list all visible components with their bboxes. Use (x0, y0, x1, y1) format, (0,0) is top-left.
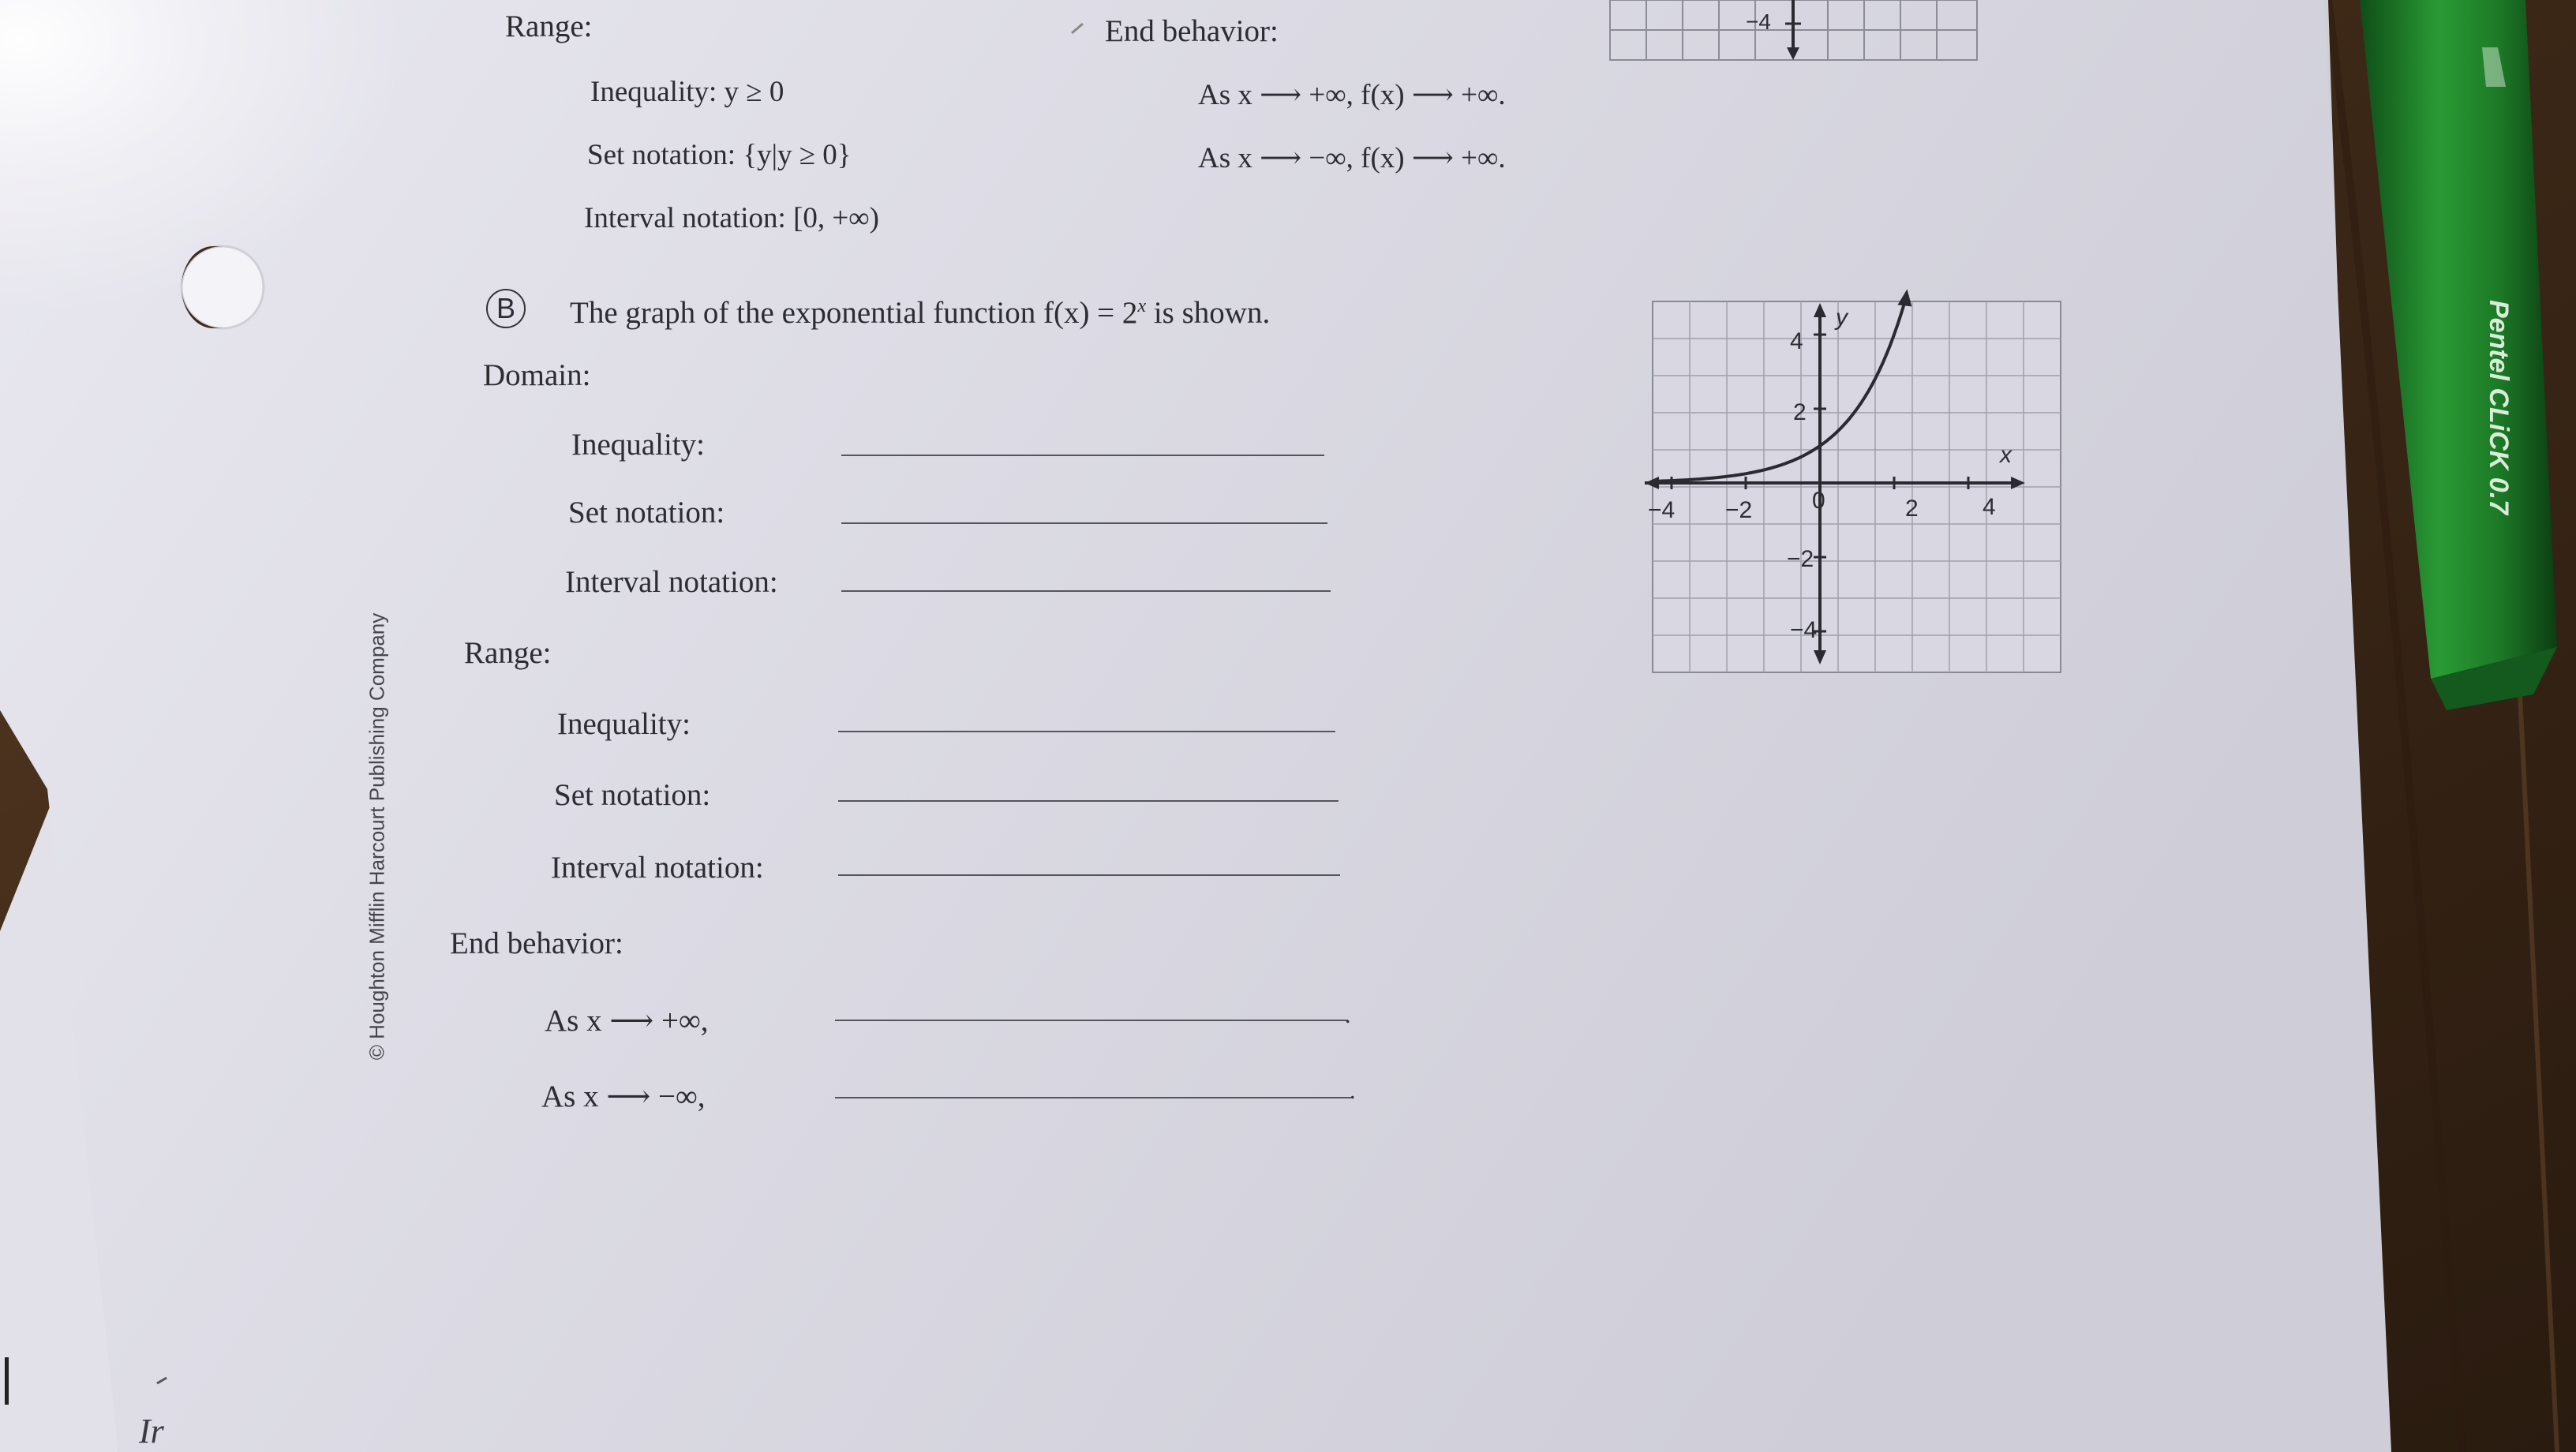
end-behavior-negative-label: As x ⟶ −∞, (541, 1080, 706, 1113)
prompt-exponent: x (1137, 296, 1147, 316)
y-tick-label: −4 (1790, 617, 1818, 643)
top-range-inequality: Inequality: y ≥ 0 (590, 76, 784, 108)
top-end-behavior-heading: End behavior: (1105, 14, 1279, 48)
end-behavior-heading: End behavior: (450, 926, 623, 960)
range-interval-notation-label: Interval notation: (551, 851, 764, 885)
range-inequality-blank[interactable] (838, 731, 1335, 732)
partial-graph-tick-label: −4 (1746, 9, 1771, 34)
domain-heading: Domain: (483, 358, 591, 392)
range-inequality-label: Inequality: (557, 707, 691, 741)
x-tick-label: −2 (1725, 497, 1753, 523)
y-axis-label: y (1836, 305, 1848, 331)
top-range-interval-notation: Interval notation: [0, +∞) (584, 202, 879, 234)
paper-edge-mark (5, 1357, 9, 1405)
copyright-notice: © Houghton Mifflin Harcourt Publishing Company (365, 612, 389, 1061)
top-end-behavior-negative: As x ⟶ −∞, f(x) ⟶ +∞. (1198, 142, 1506, 174)
domain-interval-notation-label: Interval notation: (565, 565, 778, 599)
y-tick-label: 2 (1793, 399, 1807, 425)
y-tick-label: 4 (1790, 328, 1803, 354)
y-tick-label: −2 (1787, 546, 1814, 572)
part-b-prompt (570, 297, 1270, 328)
domain-interval-notation-blank[interactable] (841, 590, 1331, 592)
svg-text:Pentel CLiCK 0.7: Pentel CLiCK 0.7 (2484, 300, 2514, 515)
domain-set-notation-blank[interactable] (841, 522, 1327, 524)
punch-hole (182, 246, 264, 328)
range-set-notation-label: Set notation: (554, 778, 711, 812)
range-interval-notation-blank[interactable] (838, 874, 1340, 876)
x-tick-label: 4 (1983, 494, 1996, 520)
domain-inequality-blank[interactable] (841, 455, 1324, 456)
range-set-notation-blank[interactable] (838, 800, 1339, 802)
top-range-heading: Range: (505, 9, 593, 43)
x-tick-label: −4 (1648, 497, 1676, 523)
end-behavior-negative-blank[interactable] (835, 1097, 1351, 1098)
range-heading: Range: (464, 636, 552, 670)
top-end-behavior-positive: As x ⟶ +∞, f(x) ⟶ +∞. (1198, 79, 1506, 111)
end-behavior-positive-label: As x ⟶ +∞, (545, 1004, 709, 1038)
prompt-end: is shown. (1153, 296, 1271, 330)
x-axis-label: x (2000, 442, 2012, 468)
part-b-badge: B (486, 289, 526, 328)
margin-handwriting: Ir (139, 1412, 164, 1450)
domain-set-notation-label: Set notation: (568, 496, 725, 530)
domain-inequality-label: Inequality: (571, 428, 705, 462)
x-tick-label: 2 (1905, 496, 1919, 522)
exponential-graph (1645, 289, 2061, 672)
prompt-text: The graph of the exponential function f(x) = 2 (570, 296, 1138, 330)
period-mark: . (1345, 1002, 1351, 1028)
end-behavior-positive-blank[interactable] (835, 1020, 1348, 1021)
x-tick-label: 0 (1812, 488, 1825, 514)
top-range-set-notation: Set notation: {y|y ≥ 0} (587, 139, 852, 171)
period-mark-2: . (1350, 1078, 1356, 1104)
